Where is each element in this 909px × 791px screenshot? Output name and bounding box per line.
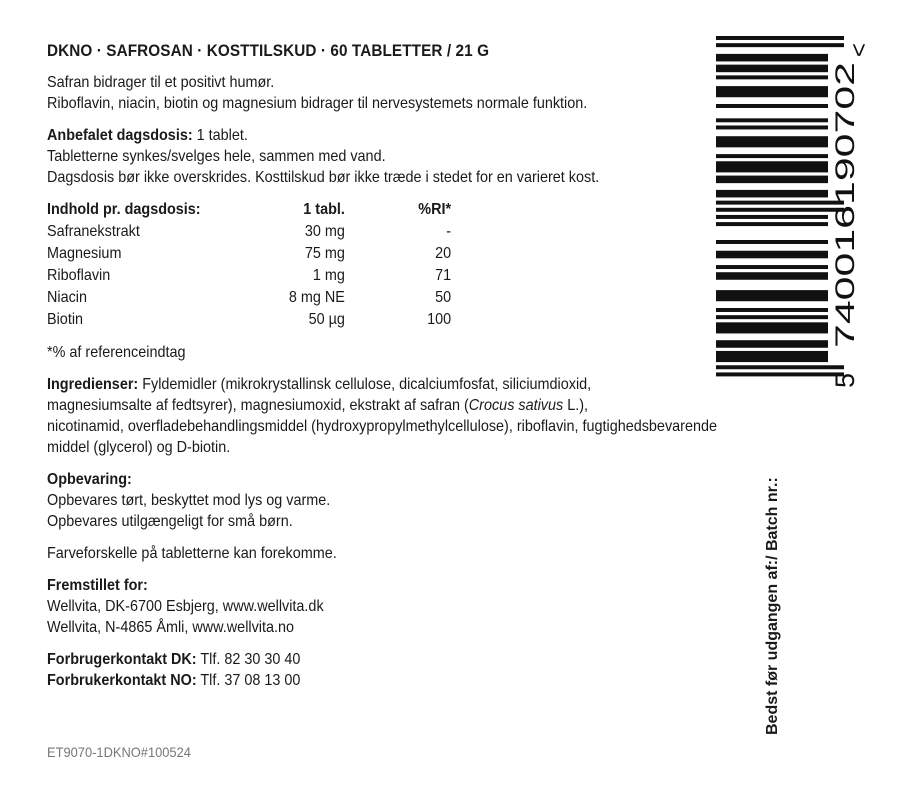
barcode-bar [716,179,828,183]
barcode-bar [716,355,828,359]
barcode-bar [716,136,828,140]
barcode-bar [716,329,828,333]
barcode-bar [716,326,828,330]
contact-value: Tlf. 37 08 13 00 [196,672,301,689]
nutrition-row [47,221,451,243]
nutrient-name: Safranekstrakt [47,223,140,240]
claim-line: Safran bidrager til et positivt humør. [47,74,275,91]
nutrient-name: Biotin [47,311,84,328]
contact-no [47,670,767,691]
nutrient-amount: 8 mg NE [288,289,345,306]
color-note: Farveforskelle på tabletterne kan forekomme. [47,545,337,562]
ingredients-line: nicotinamid, overfladebehandlingsmiddel (hydroxypropylmethylcellulose), riboflavin, fugtighedsbevarende [47,418,717,435]
nutrient-ri: 71 [435,267,452,284]
nutrient-ri: - [446,223,452,240]
ingredients-text: magnesiumsalte af fedtsyrer), magnesiumoxid, ekstrakt af safran ( [47,397,469,414]
barcode-bar [716,272,828,276]
nutrient-amount: 50 µg [308,311,345,328]
barcode-bar [716,365,844,369]
barcode-bar [716,65,828,69]
barcode-bar [716,165,828,169]
nutrition-header-amount: 1 tabl. [303,201,345,218]
nutrition-header-row [47,199,451,221]
barcode-bar [716,215,828,219]
barcode-quiet-zone-marker: > [845,43,872,58]
contact-label: Forbrukerkontakt NO: [47,672,197,689]
barcode-bar [716,240,828,244]
barcode-bar [716,251,828,255]
storage-line: Opbevares tørt, beskyttet mod lys og varme. [47,492,331,509]
barcode-bar [716,315,828,319]
barcode-bar [716,372,844,376]
barcode-bar [716,75,828,79]
nutrition-row [47,287,451,309]
barcode-bar [716,68,828,72]
barcode-bar [716,340,828,344]
barcode-bar [716,176,828,180]
dosage-label: Anbefalet dagsdosis: [47,127,193,144]
nutrition-header-content: Indhold pr. dagsdosis: [47,201,201,218]
barcode-bar [716,140,828,144]
barcode-bar [716,90,828,94]
barcode-bar [716,154,828,158]
nutrition-row [47,243,451,265]
ri-footnote: *% af referenceindtag [47,344,186,361]
ingredients-line [47,374,767,395]
manufacturer-label: Fremstillet for: [47,577,148,594]
barcode-bar [716,190,828,194]
label-text [47,40,767,702]
barcode-bars [716,36,844,376]
barcode-bar [716,118,828,122]
barcode-bar [716,193,828,197]
nutrient-amount: 1 mg [312,267,345,284]
barcode-bar [716,222,828,226]
ingredients-line: middel (glycerol) og D-biotin. [47,439,231,456]
dosage-line [47,125,767,146]
barcode-bar [716,54,828,58]
nutrient-name: Niacin [47,289,88,306]
contact-label: Forbrugerkontakt DK: [47,651,197,668]
health-claims [47,72,767,114]
footer-code: ET9070-1DKNO#100524 [47,744,191,760]
nutrition-table [47,199,451,331]
nutrient-amount: 75 mg [304,245,345,262]
barcode-bar [716,344,828,348]
barcode-bar [716,208,844,212]
barcode-bar [716,297,828,301]
barcode-bar [716,104,828,108]
barcode-bar [716,322,828,326]
storage-section [47,469,767,532]
barcode-bar [716,276,828,280]
barcode-bar [716,290,828,294]
nutrient-amount: 30 mg [304,223,345,240]
barcode-bar [716,93,828,97]
barcode-bar [716,86,828,90]
batch-label: Bedst før udgangen af:/ Batch nr.: [764,477,781,735]
dosage-instruction: Tabletterne synkes/svelges hele, sammen med vand. [47,148,386,165]
contact-section [47,649,767,691]
barcode-bar [716,161,828,165]
barcode-bar [716,125,828,129]
barcode-bar [716,36,844,40]
ingredients-text: L.), [563,397,589,414]
dosage-warning: Dagsdosis bør ikke overskrides. Kosttilskud bør ikke træde i stedet for en varieret kost. [47,169,600,186]
manufacturer-section [47,575,767,638]
contact-value: Tlf. 82 30 30 40 [196,651,301,668]
barcode-bar [716,254,828,258]
nutrition-row [47,309,451,331]
barcode-bar [716,308,828,312]
storage-line: Opbevares utilgængeligt for små børn. [47,513,293,530]
barcode-bar [716,57,828,61]
manufacturer-line-no: Wellvita, N-4865 Åmli, www.wellvita.no [47,619,295,636]
batch-label-box [764,460,792,735]
nutrient-ri: 100 [427,311,452,328]
nutrient-ri: 50 [435,289,452,306]
contact-dk [47,649,767,670]
ingredients-label: Ingredienser: [47,376,139,393]
nutrient-ri: 20 [435,245,452,262]
barcode-bar [716,168,828,172]
barcode-bar [716,43,844,47]
barcode-bar [716,351,828,355]
ingredients-line [47,395,767,416]
barcode-first-digit: 5 [830,372,860,388]
manufacturer-line-dk: Wellvita, DK-6700 Esbjerg, www.wellvita.dk [47,598,324,615]
storage-label: Opbevaring: [47,471,132,488]
barcode [716,36,872,388]
ingredients-section [47,374,767,458]
nutrient-name: Riboflavin [47,267,111,284]
barcode-digits [830,62,860,388]
dosage-value: 1 tablet. [192,127,248,144]
nutrition-header-ri: %RI* [418,201,452,218]
nutrient-name: Magnesium [47,245,122,262]
barcode-number: 740016190702 [830,167,860,348]
barcode-bar [716,201,844,205]
barcode-bar [716,143,828,147]
product-header: DKNO · SAFROSAN · KOSTTILSKUD · 60 TABLETTER / 21 G [47,41,490,60]
ingredients-text: Fyldemidler (mikrokrystallinsk cellulose, dicalciumfosfat, siliciumdioxid, [138,376,592,393]
barcode-bar [716,294,828,298]
dosage-section [47,125,767,188]
claim-line: Riboflavin, niacin, biotin og magnesium bidrager til nervesystemets normale funktion. [47,95,588,112]
barcode-bar [716,265,828,269]
ingredients-latin-name: Crocus sativus [468,397,564,414]
barcode-bar [716,358,828,362]
nutrition-row [47,265,451,287]
